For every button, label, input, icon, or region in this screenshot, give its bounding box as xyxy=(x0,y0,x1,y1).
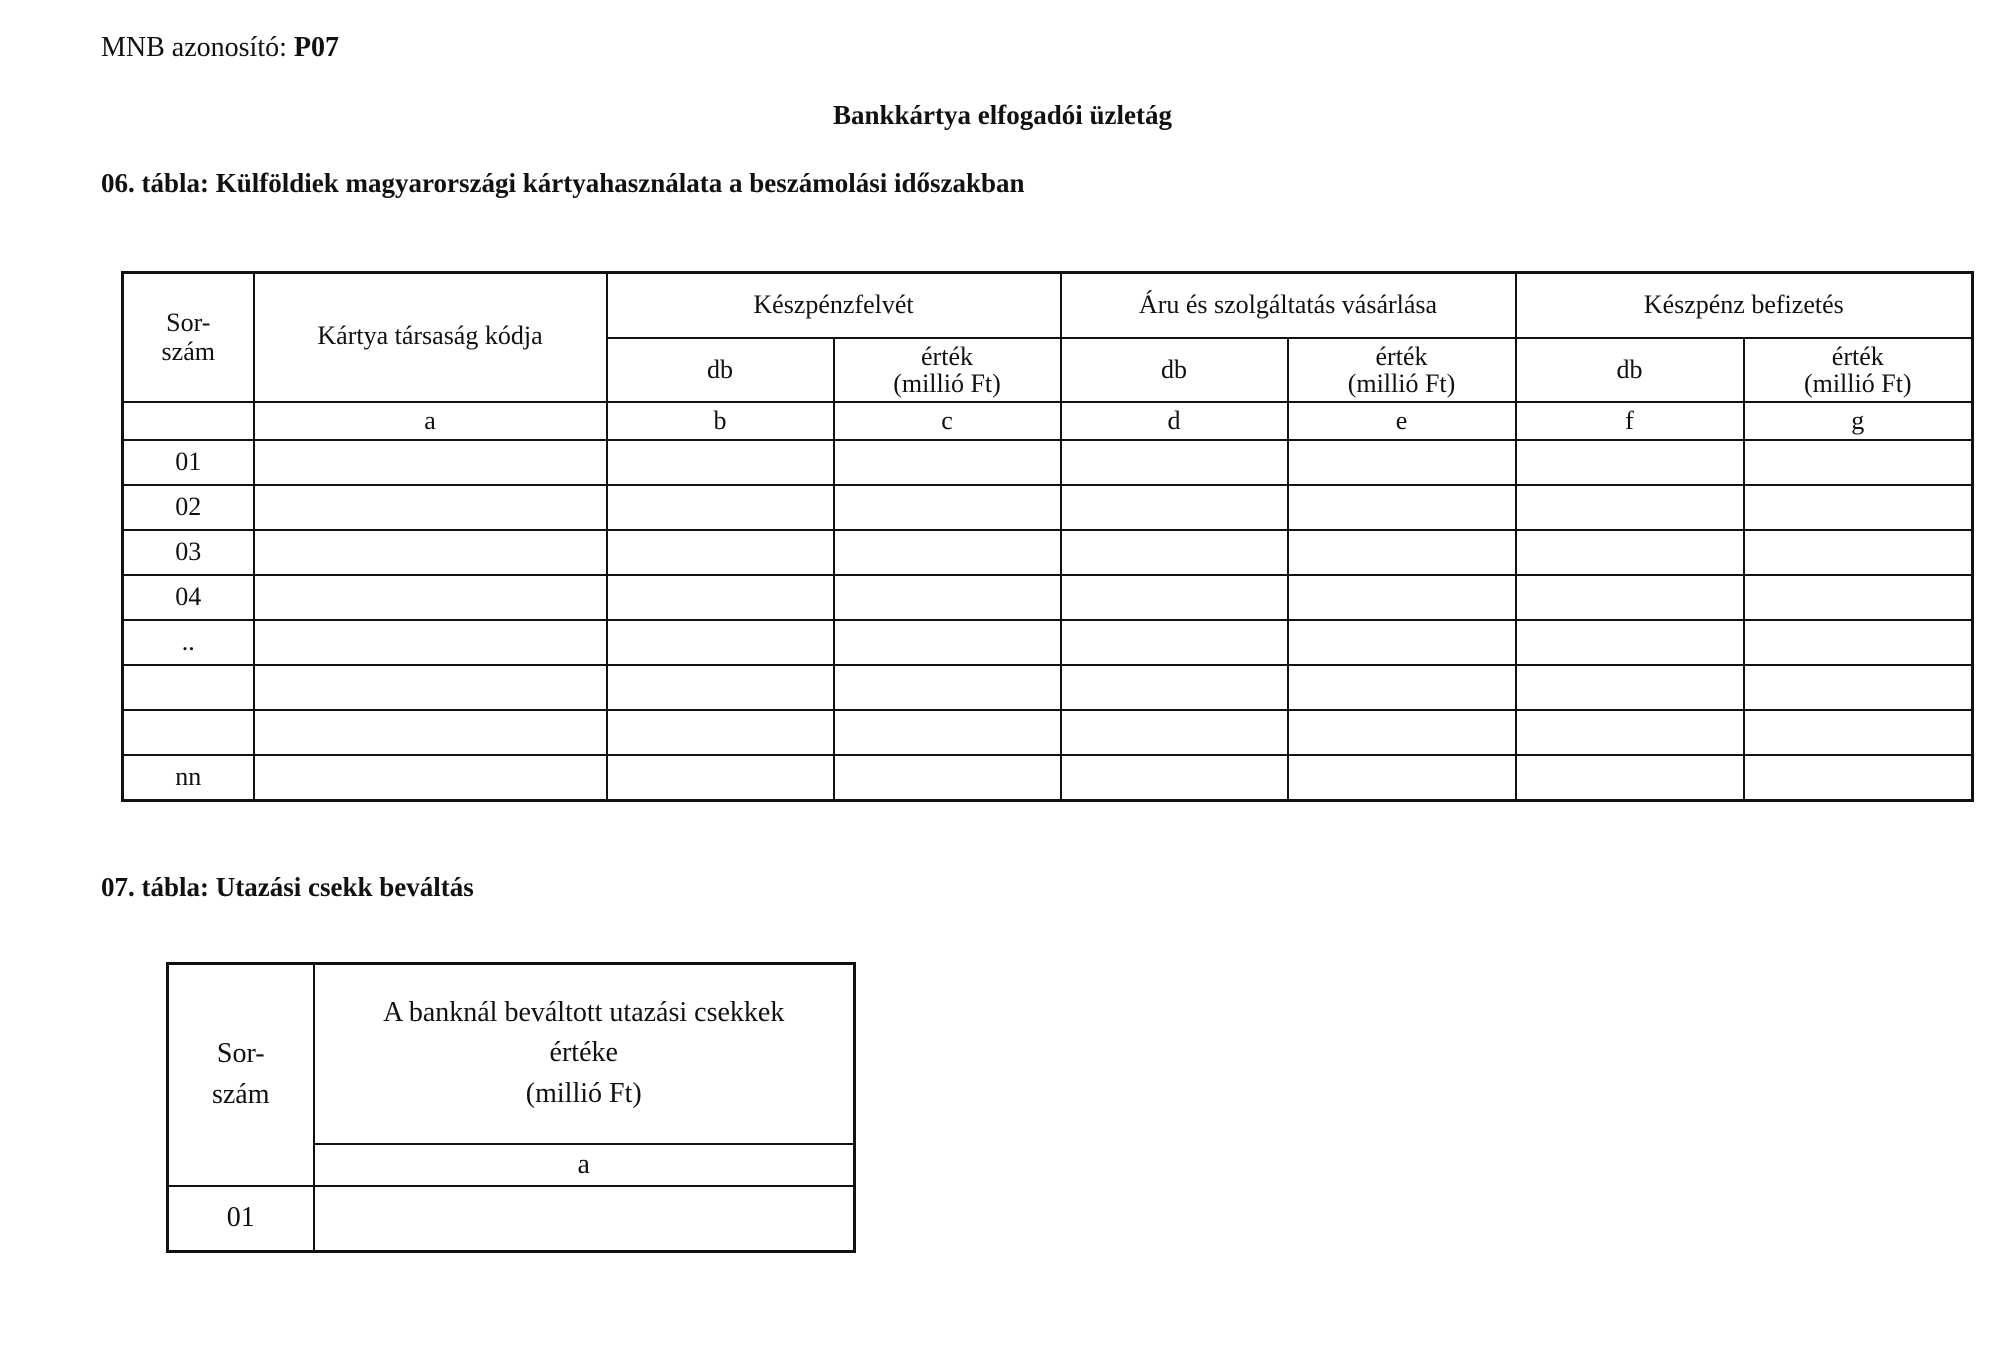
table06-cell[interactable] xyxy=(1061,710,1288,755)
table06-row xyxy=(123,665,1973,710)
table06-cell[interactable] xyxy=(1744,485,1973,530)
table06-cell[interactable] xyxy=(607,755,834,801)
table07-sorszam-header: Sor- szám xyxy=(168,964,314,1187)
table06-cell[interactable] xyxy=(834,440,1061,485)
mnb-identifier xyxy=(101,32,339,64)
table06-cell[interactable] xyxy=(1061,665,1288,710)
table06-group-header: Áru és szolgáltatás vásárlása xyxy=(1061,273,1516,339)
table06-col-letter: c xyxy=(834,402,1061,440)
table06-cell[interactable] xyxy=(254,485,607,530)
table06-cell[interactable] xyxy=(1288,665,1516,710)
table06-company-header: Kártya társaság kódja xyxy=(254,273,607,403)
table06-cell[interactable] xyxy=(1288,440,1516,485)
table06-row-number: 04 xyxy=(123,575,254,620)
section-title: Bankkártya elfogadói üzletág xyxy=(832,100,1172,130)
table06-ertek-header: érték (millió Ft) xyxy=(834,338,1061,402)
table06-cell[interactable] xyxy=(254,440,607,485)
table06-ertek-header: érték (millió Ft) xyxy=(1288,338,1516,402)
table06-row xyxy=(123,530,1973,575)
table06-sorszam-header: Sor- szám xyxy=(123,273,254,403)
table06-col-letter: d xyxy=(1061,402,1288,440)
table06-cell[interactable] xyxy=(607,530,834,575)
table06-row-number: 03 xyxy=(123,530,254,575)
table07-title: 07. tábla: Utazási csekk beváltás xyxy=(101,872,474,902)
mnb-id: P07 xyxy=(293,32,339,63)
table06-cell[interactable] xyxy=(1516,710,1744,755)
table06-cell[interactable] xyxy=(607,710,834,755)
table06-row xyxy=(123,485,1973,530)
table06-row-number: .. xyxy=(123,620,254,665)
table06-cell[interactable] xyxy=(1516,530,1744,575)
table06-col-letter: g xyxy=(1744,402,1973,440)
table07-row-number: 01 xyxy=(168,1186,314,1251)
table06-cell[interactable] xyxy=(834,575,1061,620)
table06-cell[interactable] xyxy=(1061,440,1288,485)
table06-cell[interactable] xyxy=(1516,440,1744,485)
table06-cell[interactable] xyxy=(1744,620,1973,665)
table06-cell[interactable] xyxy=(1288,710,1516,755)
table06-title: 06. tábla: Külföldiek magyarországi kártyahasználata a beszámolási időszakban xyxy=(101,168,1025,198)
table06-cell[interactable] xyxy=(834,620,1061,665)
table06-cell[interactable] xyxy=(1061,575,1288,620)
table06-cell[interactable] xyxy=(834,710,1061,755)
table06-col-letter: e xyxy=(1288,402,1516,440)
table06-cell[interactable] xyxy=(1744,755,1973,801)
table07-row xyxy=(168,1186,855,1251)
table06-cell[interactable] xyxy=(607,485,834,530)
table06-cell[interactable] xyxy=(254,620,607,665)
table06-row xyxy=(123,620,1973,665)
table07 xyxy=(166,962,856,1253)
table06-cell[interactable] xyxy=(1744,710,1973,755)
table06-cell[interactable] xyxy=(1288,620,1516,665)
table06-letter-blank xyxy=(123,402,254,440)
table06-cell[interactable] xyxy=(1061,530,1288,575)
table06-cell[interactable] xyxy=(607,440,834,485)
table06-row xyxy=(123,710,1973,755)
table06-row xyxy=(123,755,1973,801)
table06-cell[interactable] xyxy=(1061,485,1288,530)
table06-db-header: db xyxy=(1516,338,1744,402)
table06-row-number xyxy=(123,710,254,755)
table06-col-letter: a xyxy=(254,402,607,440)
table06-cell[interactable] xyxy=(1288,485,1516,530)
table06-cell[interactable] xyxy=(254,530,607,575)
table06-col-letter: b xyxy=(607,402,834,440)
table06-row-number: 01 xyxy=(123,440,254,485)
table06-row-number: nn xyxy=(123,755,254,801)
table06-col-letter: f xyxy=(1516,402,1744,440)
table06-row-number xyxy=(123,665,254,710)
table06-cell[interactable] xyxy=(1516,575,1744,620)
table06-row xyxy=(123,575,1973,620)
table06-cell[interactable] xyxy=(1288,755,1516,801)
table06-cell[interactable] xyxy=(834,755,1061,801)
table06-cell[interactable] xyxy=(1516,755,1744,801)
table07-cell[interactable] xyxy=(314,1186,855,1251)
table06-cell[interactable] xyxy=(1516,620,1744,665)
mnb-label: MNB azonosító: xyxy=(101,32,287,63)
table06-cell[interactable] xyxy=(1288,575,1516,620)
table06-cell[interactable] xyxy=(1061,620,1288,665)
table06-cell[interactable] xyxy=(1288,530,1516,575)
table06-cell[interactable] xyxy=(1744,440,1973,485)
table06-group-header: Készpénz befizetés xyxy=(1516,273,1973,339)
table06-cell[interactable] xyxy=(254,575,607,620)
table06-db-header: db xyxy=(1061,338,1288,402)
table06-cell[interactable] xyxy=(1061,755,1288,801)
table07-col-letter: a xyxy=(314,1144,855,1187)
table06-group-header: Készpénzfelvét xyxy=(607,273,1061,339)
table06-cell[interactable] xyxy=(1744,575,1973,620)
table06-db-header: db xyxy=(607,338,834,402)
table06-cell[interactable] xyxy=(607,665,834,710)
table06-cell[interactable] xyxy=(607,575,834,620)
table06-cell[interactable] xyxy=(1744,665,1973,710)
table06-cell[interactable] xyxy=(1516,485,1744,530)
table06 xyxy=(121,271,1974,802)
table06-cell[interactable] xyxy=(1744,530,1973,575)
table06-cell[interactable] xyxy=(1516,665,1744,710)
table06-ertek-header: érték (millió Ft) xyxy=(1744,338,1973,402)
table06-cell[interactable] xyxy=(254,665,607,710)
table06-row-number: 02 xyxy=(123,485,254,530)
table06-cell[interactable] xyxy=(834,485,1061,530)
table06-cell[interactable] xyxy=(834,665,1061,710)
table06-cell[interactable] xyxy=(254,755,607,801)
table06-cell[interactable] xyxy=(607,620,834,665)
table07-value-header: A banknál beváltott utazási csekkek értéke (millió Ft) xyxy=(314,964,855,1144)
table06-row xyxy=(123,440,1973,485)
table06-cell[interactable] xyxy=(254,710,607,755)
table06-cell[interactable] xyxy=(834,530,1061,575)
